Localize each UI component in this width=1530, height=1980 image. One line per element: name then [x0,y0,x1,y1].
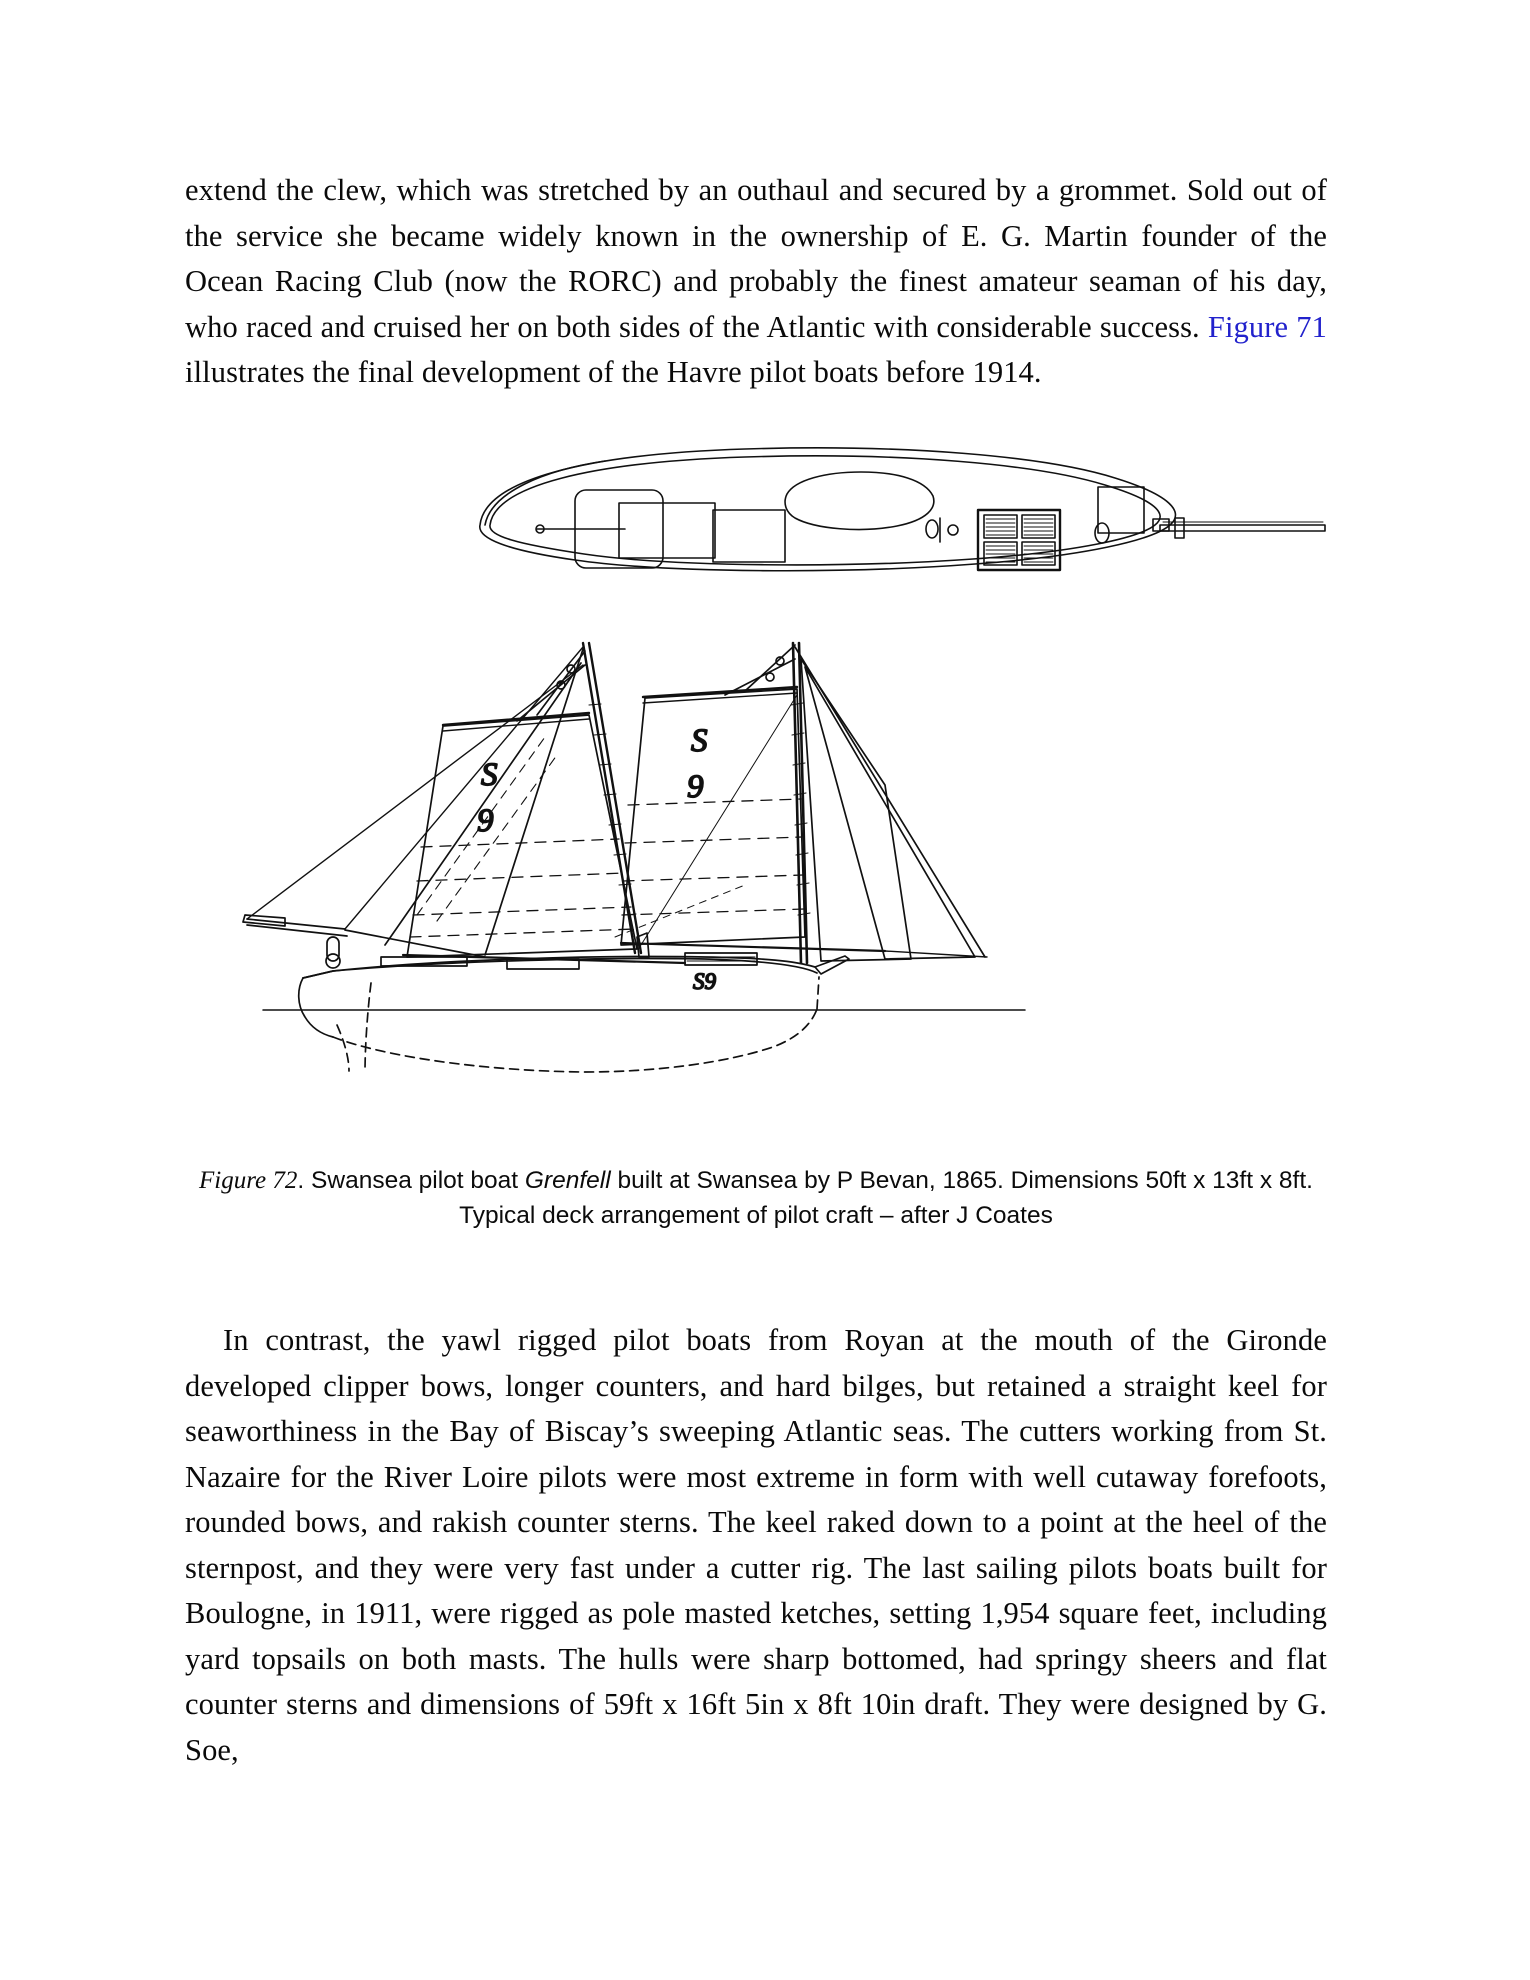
jib-leech [385,663,581,945]
paragraph-one-part-1: extend the clew, which was stretched by an outhaul and secured by a grommet. Sold out of the service she became widely known in the ownership of E. G. Martin founder of the Ocean Racing Club (now the RORC) and probably the finest amateur seaman of his day, who raced and cruised her on both sides of the Atlantic with considerable success. [185,173,1327,344]
paragraph-one-block [185,168,1327,396]
deck-box [1098,487,1144,533]
figure-71-link[interactable]: Figure 71 [1207,309,1327,344]
bowsprit-shaft-lower [247,925,347,936]
mizzen-sail-number: 9 [687,769,704,805]
forestay [345,647,583,929]
skylight [785,472,934,529]
figure-72 [185,430,1327,1233]
mast-partner [926,520,938,538]
mainsail-number: 9 [477,803,494,839]
mainsail-reef-bands [410,839,635,937]
stem-profile [299,978,333,1037]
figure-caption-boat-name: Grenfell [524,1167,611,1194]
figure-72-caption [185,1163,1327,1233]
spring-stay [641,695,797,945]
figure-caption-label: Figure 72 [199,1167,298,1194]
mainsail-letter: S [481,757,498,793]
forefoot-line [337,1025,349,1071]
samson-post-profile [327,937,339,961]
mizzen-sail-letter: S [691,723,708,759]
paragraph-one [185,168,1327,396]
bowsprit-bitts [1175,518,1184,538]
deck-outline-outer [480,448,1176,571]
companionway-hatch [713,510,785,562]
figure-72-drawing [185,430,1327,1155]
mizzen-jib [805,667,975,959]
mizzen-peak-halyard [745,645,795,691]
figure-caption-text-before: Swansea pilot boat [311,1167,525,1194]
station-line [365,983,371,1072]
paragraph-two: In contrast, the yawl rigged pilot boats from Royan at the mouth of the Gironde developed clipper bows, longer counters, and hard bilges, but retained a straight keel for seaworthiness in the Bay of Biscay’s sweeping Atlantic seas. The cutters working from St. Nazaire for the River Loire pilots were most extreme in form with well cutaway forefoots, rounded bows, and rakish counter sterns. The keel raked down to a point at the heel of the sternpost, and they were very fast under a cutter rig. The last sailing pilots boats built for Boulogne, in 1911, were rigged as pole masted ketches, setting 1,954 square feet, including yard topsails on both masts. The hulls were sharp bottomed, had springy sheers and flat counter sterns and dimensions of 59ft x 16ft 5in x 8ft 10in draft. They were designed by G. Soe, [185,1323,1327,1767]
figure-caption-label-suffix: . [297,1167,312,1194]
block [766,673,774,681]
mizzen-sail [621,689,805,945]
grating-cell [984,515,1017,538]
rudder-post [817,977,819,1009]
mainsail [407,715,637,957]
mizzen-gaff [643,687,797,697]
grating-cell [1022,515,1055,538]
mizzen-backstay [795,647,985,957]
deck-plan-view [185,430,1327,610]
bobstay [345,930,485,957]
deck-fitting-ring [948,525,958,535]
sail-plan-elevation [185,585,1327,1155]
main-peak-halyard [537,651,585,715]
paragraph-two-block [185,1318,1327,1773]
cockpit-well [619,503,715,558]
keel-underbody [333,1009,817,1072]
jibstay [247,665,583,919]
hull-registration-mark: S9 [693,969,716,994]
main-mast-edge [589,643,641,953]
headsail-fill [351,647,583,953]
mizzen-boom [621,943,885,951]
figure-caption-text-after: built at Swansea by P Bevan, 1865. Dimensions 50ft x 13ft x 8ft. Typical deck arrangement of pilot craft – after J Coates [459,1167,1313,1229]
paragraph-one-part-2: illustrates the final development of the Havre pilot boats before 1914. [185,355,1042,389]
